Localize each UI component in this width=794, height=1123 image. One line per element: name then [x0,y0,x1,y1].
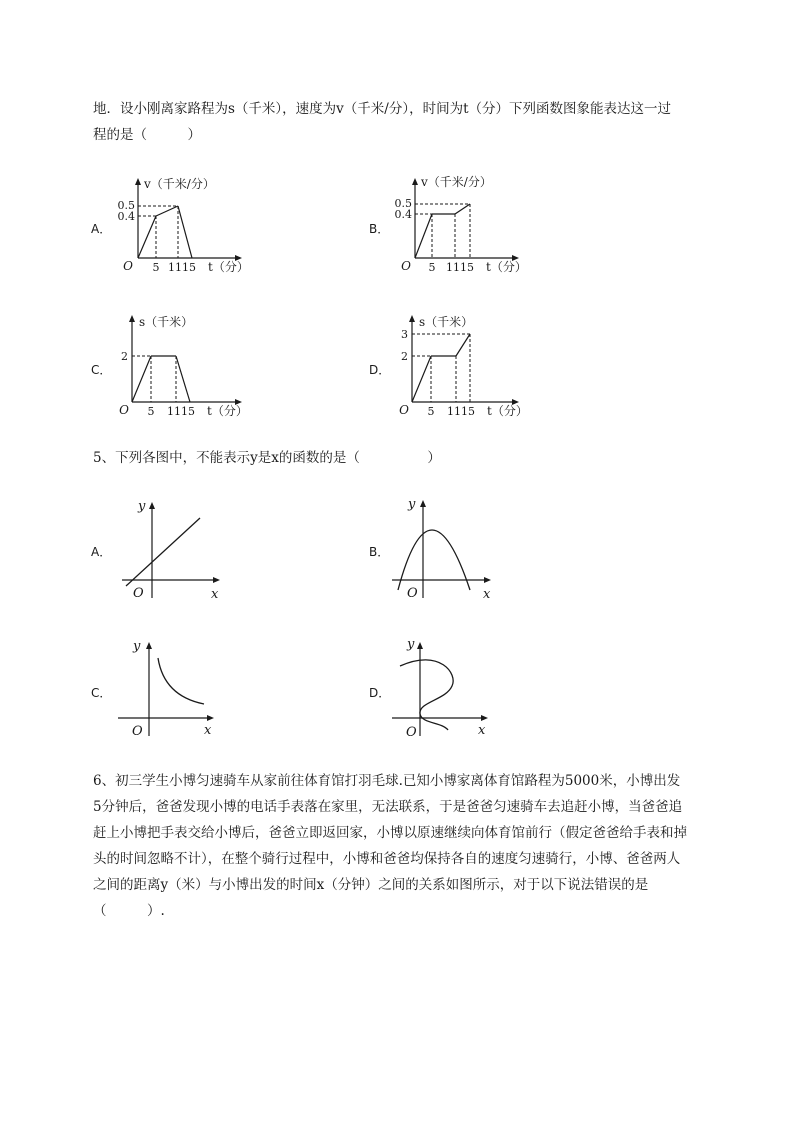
q5-graph-d [390,630,510,745]
q5-graph-a [112,490,232,605]
question-6-line: （ ）. [93,903,165,919]
q4b-ytick: 0.4 [394,208,412,221]
q5-graph-b [390,490,510,605]
question-5-stem [93,445,743,471]
q5-option-a-label: A． [91,545,112,559]
question-4-stem [93,96,743,148]
question-6-stem [93,768,743,924]
q4-graph-c [110,310,260,422]
q4c-origin: O [119,403,129,417]
q4c-xtick: 5 [147,405,155,418]
q4-graph-d [390,310,540,422]
q4-graph-a [110,170,260,280]
q4a-ytick: 0.5 [117,199,135,212]
q5d-y: y [407,637,415,652]
q4a-xtick: 1115 [168,261,196,274]
q5-option-c-label: C． [91,686,112,700]
question-5-line: 5、下列各图中，不能表示y是x的函数的是（ ） [93,450,441,466]
q4d-xtick: 5 [427,405,435,418]
q5b-origin: O [407,586,418,601]
q4a-xtick: 5 [152,261,160,274]
q4a-origin: O [123,259,133,273]
q4-option-c-label: C． [91,363,112,377]
q4c-ylabel: s（千米） [139,315,194,329]
question-6-line: 6、初三学生小博匀速骑车从家前往体育馆打羽毛球.已知小博家离体育馆路程为5000米，小博出发 [93,773,681,789]
question-6-line: 赶上小博把手表交给小博后，爸爸立即返回家，小博以原速继续向体育馆前行（假定爸爸给手表和掉 [93,825,687,841]
q4d-ytick: 2 [401,350,408,363]
q5a-x: x [211,587,219,602]
q5c-x: x [204,723,212,738]
q4c-xlabel: t（分） [207,404,248,418]
q4a-ytick: 0.4 [117,210,135,223]
question-4-line-1: 地．设小刚离家路程为s（千米），速度为v（千米/分），时间为t（分）下列函数图象能表达这一过 [93,101,672,117]
q4b-xtick: 1115 [446,261,474,274]
q4b-ylabel: v（千米/分） [421,175,492,189]
q4b-origin: O [401,259,411,273]
q4d-ylabel: s（千米） [419,315,474,329]
q4-option-a-label: A． [91,222,112,236]
question-6-line: 5分钟后，爸爸发现小博的电话手表落在家里，无法联系，于是爸爸匀速骑车去追赶小博，当爸爸追 [93,799,683,815]
q4d-xlabel: t（分） [487,404,528,418]
q4c-xtick: 1115 [167,405,195,418]
q5c-origin: O [132,724,143,739]
q4-option-d-label: D． [369,363,391,377]
q4-graph-b [390,170,540,280]
q4c-ytick: 2 [121,350,128,363]
q5-option-d-label: D． [369,686,391,700]
q5c-y: y [133,639,141,654]
q4d-ytick: 3 [401,328,408,341]
q5a-origin: O [133,586,144,601]
q5a-y: y [138,499,146,514]
q4b-ytick: 0.5 [394,197,412,210]
q5b-x: x [483,587,491,602]
q4b-xlabel: t（分） [486,260,527,274]
q4d-xtick: 1115 [447,405,475,418]
q4d-origin: O [399,403,409,417]
question-4-line-2: 程的是（ ） [93,127,201,143]
q4a-ylabel: v（千米/分） [144,177,215,191]
question-6-line: 之间的距离y（米）与小博出发的时间x（分钟）之间的关系如图所示，对于以下说法错误的是 [93,877,649,893]
q5d-origin: O [406,725,417,740]
q4b-xtick: 5 [428,261,436,274]
q4a-xlabel: t（分） [208,260,249,274]
q5-graph-c [112,630,232,745]
question-6-line: 头的时间忽略不计），在整个骑行过程中，小博和爸爸均保持各自的速度匀速骑行，小博、爸爸两人 [93,851,681,867]
q4-option-b-label: B． [369,222,390,236]
q5-option-b-label: B． [369,545,390,559]
q5d-x: x [478,723,486,738]
q5b-y: y [408,497,416,512]
